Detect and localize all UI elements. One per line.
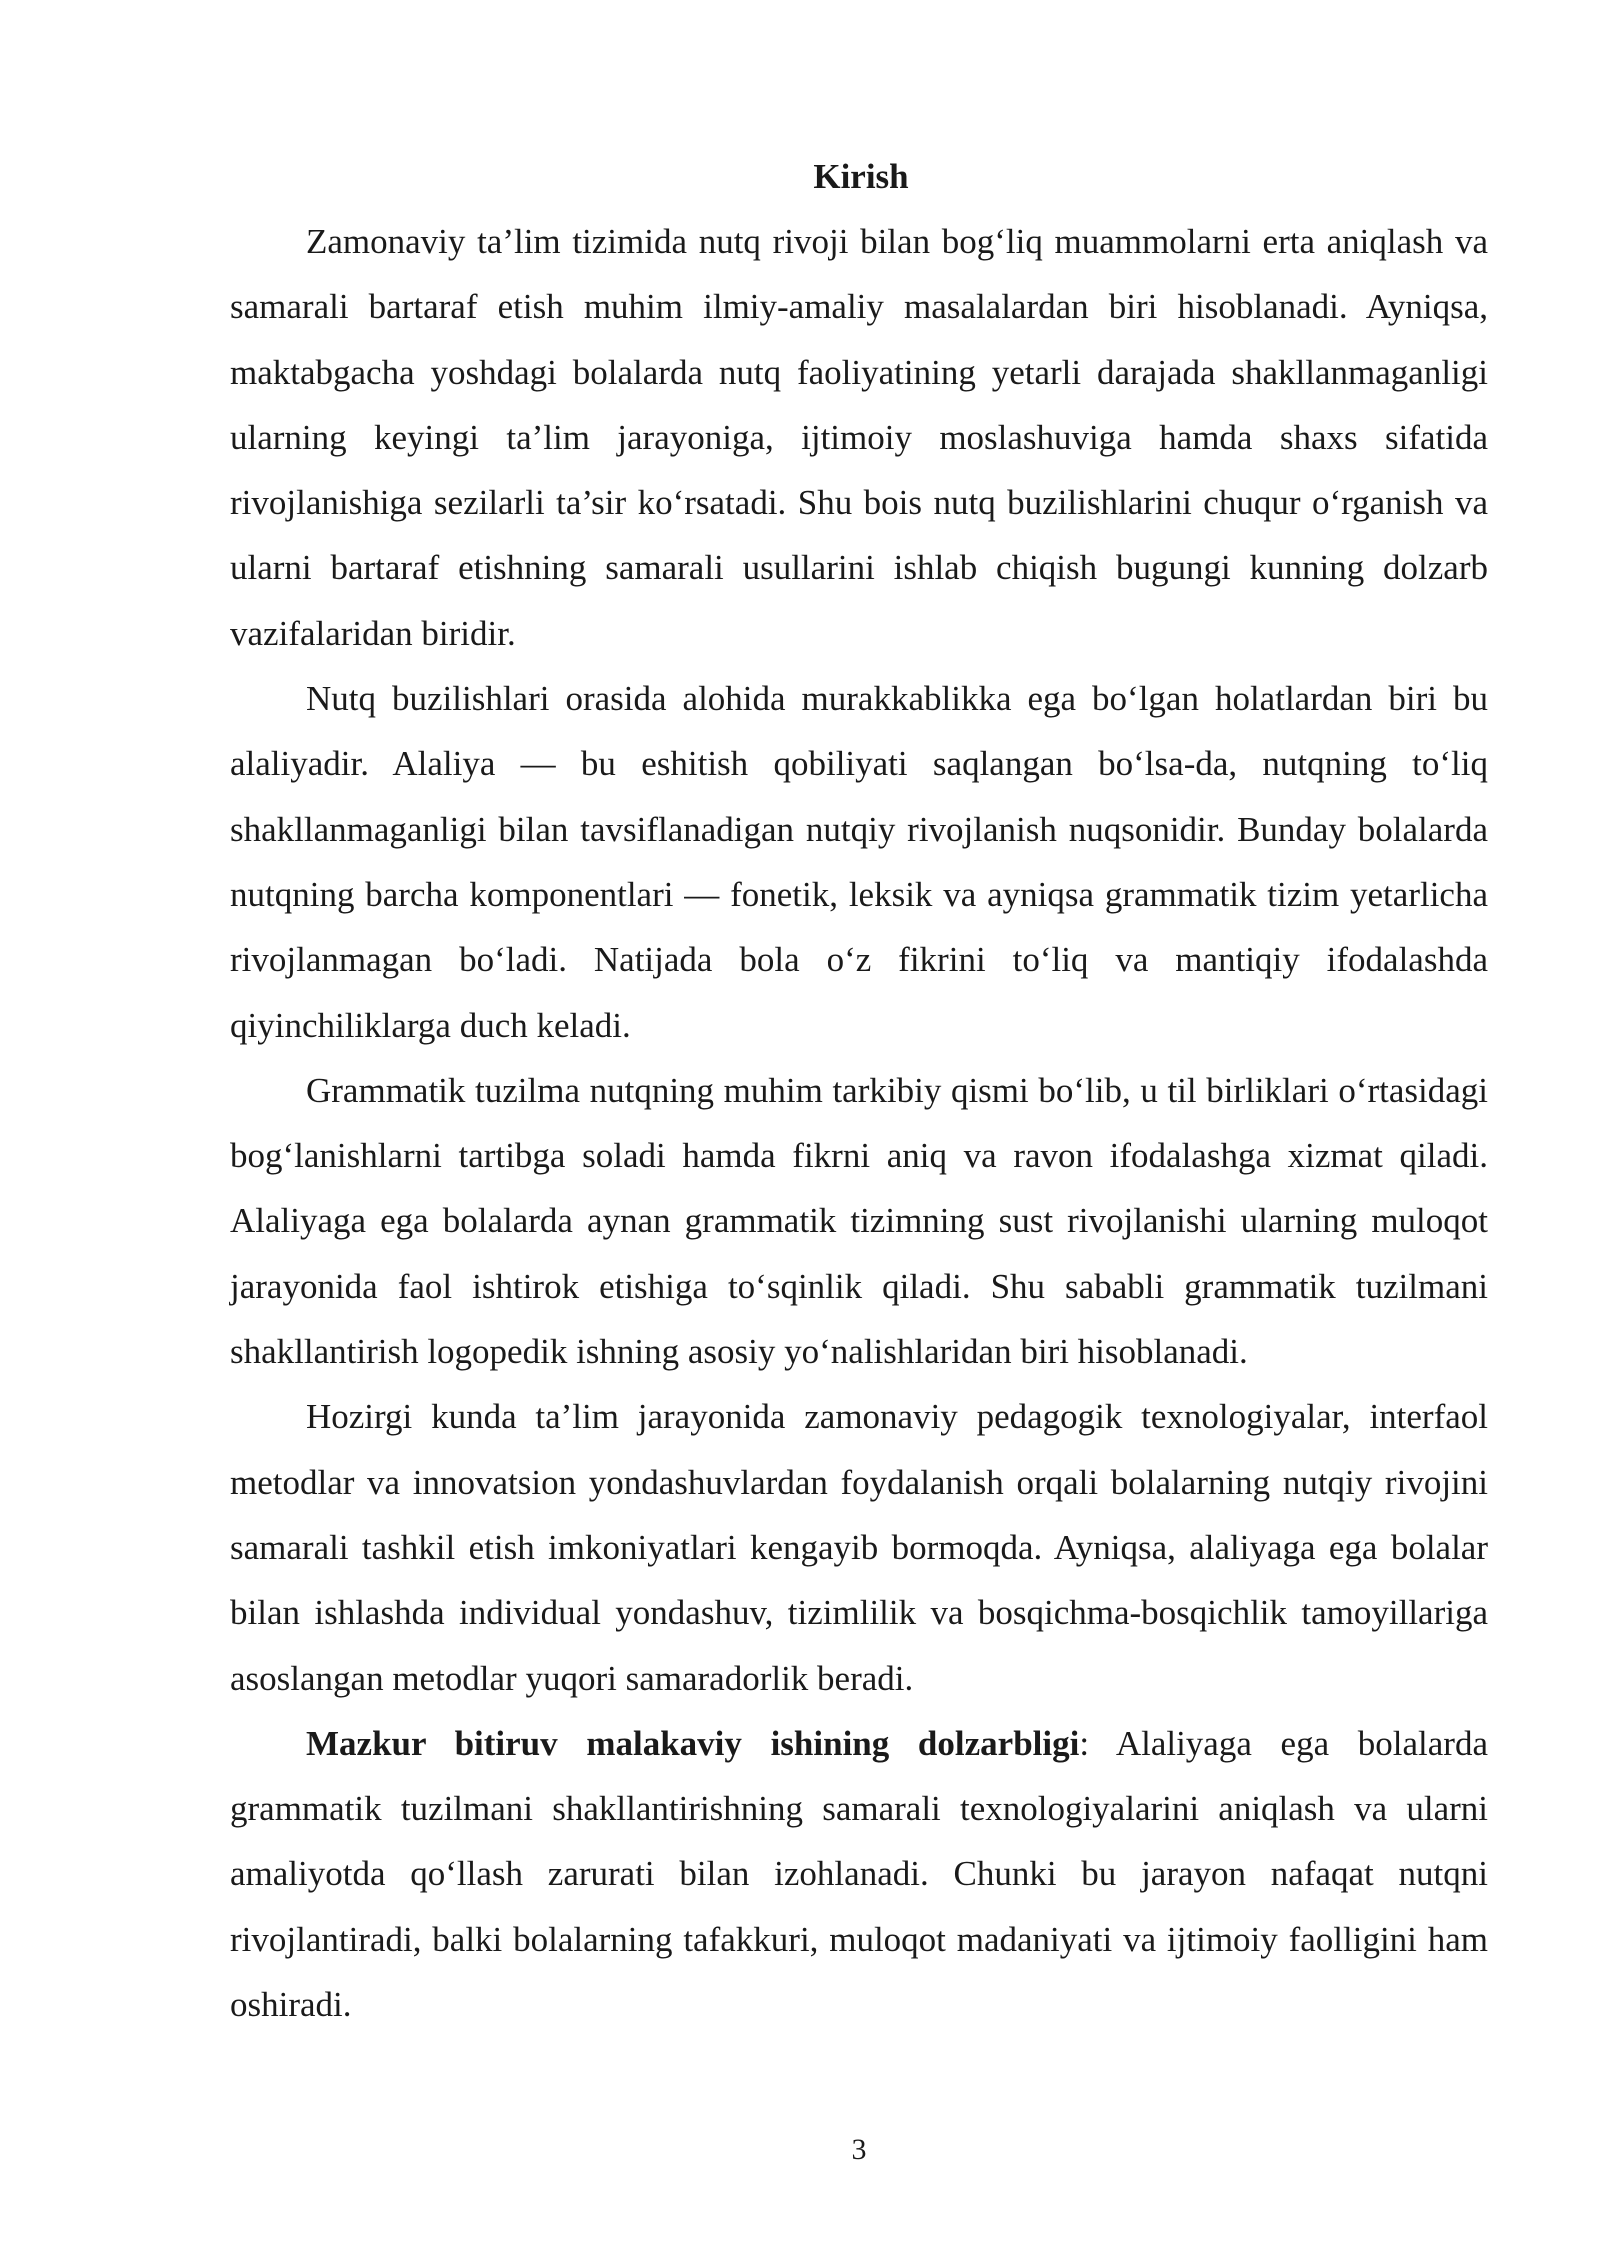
relevance-lead: Mazkur bitiruv malakaviy ishining dolzarbligi [306,1723,1080,1763]
page-number: 3 [851,2133,867,2166]
document-page [230,144,1488,2037]
paragraph-intro: Zamonaviy ta’lim tizimida nutq rivoji bilan bog‘liq muammolarni erta aniqlash va samarali bartaraf etish muhim ilmiy-amaliy masalalardan biri hisoblanadi. Ayniqsa, maktabgacha yoshdagi bolalarda nutq faoliyatining yetarli darajada shakllanmaganligi ularning keyingi ta’lim jarayoniga, ijtimoiy moslashuviga hamda shaxs sifatida rivojlanishiga sezilarli ta’sir ko‘rsatadi. Shu bois nutq buzilishlarini chuqur o‘rganish va ularni bartaraf etishning samarali usullarini ishlab chiqish bugungi kunning dolzarb vazifalaridan biridir. [230,222,1488,653]
paragraph-relevance [230,1711,1488,2037]
paragraph-technologies: Hozirgi kunda ta’lim jarayonida zamonaviy pedagogik texnologiyalar, interfaol metodlar va innovatsion yondashuvlardan foydalanish orqali bolalarning nutqiy rivojini samarali tashkil etish imkoniyatlari kengayib bormoqda. Ayniqsa, alaliyaga ega bolalar bilan ishlashda individual yondashuv, tizimlilik va bosqichma-bosqichlik tamoyillariga asoslangan metodlar yuqori samaradorlik beradi. [230,1397,1488,1698]
section-heading: Kirish [813,157,909,196]
relevance-text: : Alaliyaga ega bolalarda grammatik tuzilmani shakllantirishning samarali texnologiyalarini aniqlash va ularni amaliyotda qo‘llash zarurati bilan izohlanadi. Chunki bu jarayon nafaqat nutqni rivojlantiradi, balki bolalarning tafakkuri, muloqot madaniyati va ijtimoiy faolligini ham oshiradi. [230,1723,1488,2025]
paragraph-alalia: Nutq buzilishlari orasida alohida murakkablikka ega bo‘lgan holatlardan biri bu alaliyadir. Alaliya — bu eshitish qobiliyati saqlangan bo‘lsa-da, nutqning to‘liq shakllanmaganligi bilan tavsiflanadigan nutqiy rivojlanish nuqsonidir. Bunday bolalarda nutqning barcha komponentlari — fonetik, leksik va ayniqsa grammatik tizim yetarlicha rivojlanmagan bo‘ladi. Natijada bola o‘z fikrini to‘liq va mantiqiy ifodalashda qiyinchiliklarga duch keladi. [230,679,1488,1045]
paragraph-grammar: Grammatik tuzilma nutqning muhim tarkibiy qismi bo‘lib, u til birliklari o‘rtasidagi bog‘lanishlarni tartibga soladi hamda fikrni aniq va ravon ifodalashga xizmat qiladi. Alaliyaga ega bolalarda aynan grammatik tizimning sust rivojlanishi ularning muloqot jarayonida faol ishtirok etishiga to‘sqinlik qiladi. Shu sababli grammatik tuzilmani shakllantirish logopedik ishning asosiy yo‘nalishlaridan biri hisoblanadi. [230,1070,1488,1372]
